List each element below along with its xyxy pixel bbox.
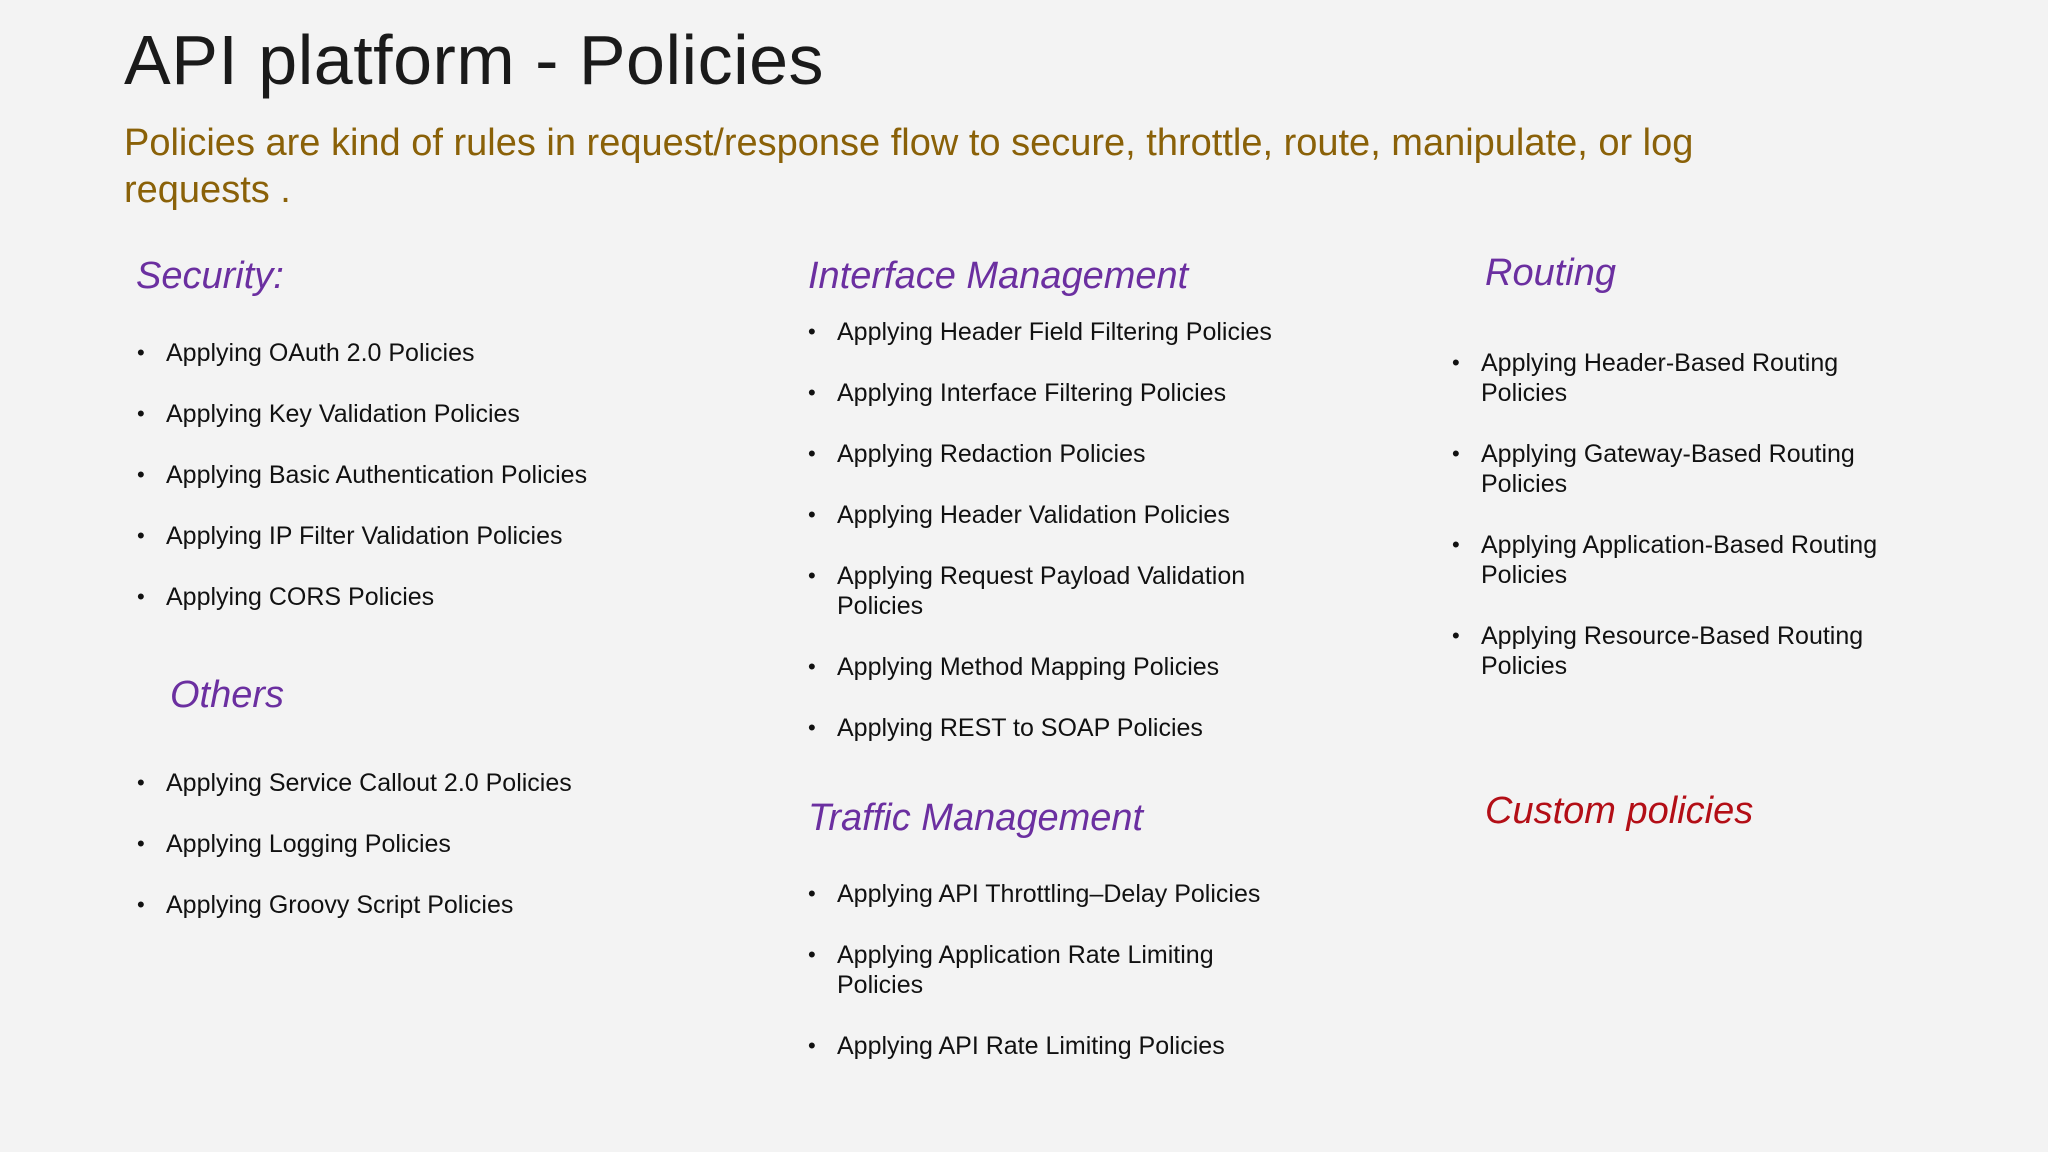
list-item: • Applying API Throttling–Delay Policies xyxy=(808,879,1288,909)
slide-title: API platform - Policies xyxy=(124,21,825,99)
list-item: • Applying Redaction Policies xyxy=(808,439,1288,469)
list-item: • Applying Resource-Based Routing Policies xyxy=(1452,621,1912,681)
security-heading: Security: xyxy=(136,255,284,297)
others-heading: Others xyxy=(170,674,285,716)
list-item: • Applying IP Filter Validation Policies xyxy=(137,521,697,551)
routing-heading: Routing xyxy=(1485,252,1616,294)
security-list xyxy=(137,338,697,643)
list-item: • Applying Method Mapping Policies xyxy=(808,652,1288,682)
list-item: • Applying Application Rate Limiting Policies xyxy=(808,940,1288,1000)
list-item: • Applying CORS Policies xyxy=(137,582,697,612)
list-item: • Applying Header Validation Policies xyxy=(808,500,1288,530)
interface-management-heading: Interface Management xyxy=(808,255,1189,297)
slide-subtitle: Policies are kind of rules in request/response flow to secure, throttle, route, manipulate, or log requests . xyxy=(124,122,1694,211)
list-item: • Applying Service Callout 2.0 Policies xyxy=(137,768,697,798)
list-item: • Applying Key Validation Policies xyxy=(137,399,697,429)
list-item: • Applying Groovy Script Policies xyxy=(137,890,697,920)
list-item: • Applying Request Payload Validation Policies xyxy=(808,561,1288,621)
list-item: • Applying REST to SOAP Policies xyxy=(808,713,1288,743)
list-item: • Applying Interface Filtering Policies xyxy=(808,378,1288,408)
list-item: • Applying Gateway-Based Routing Policies xyxy=(1452,439,1912,499)
list-item: • Applying API Rate Limiting Policies xyxy=(808,1031,1288,1061)
list-item: • Applying Header-Based Routing Policies xyxy=(1452,348,1912,408)
list-item: • Applying Logging Policies xyxy=(137,829,697,859)
list-item: • Applying Header Field Filtering Policies xyxy=(808,317,1288,347)
traffic-management-heading: Traffic Management xyxy=(808,797,1144,839)
list-item: • Applying Application-Based Routing Policies xyxy=(1452,530,1912,590)
interface-management-list xyxy=(808,317,1288,774)
custom-policies-heading: Custom policies xyxy=(1485,790,1754,832)
routing-list xyxy=(1452,348,1912,712)
list-item: • Applying OAuth 2.0 Policies xyxy=(137,338,697,368)
list-item: • Applying Basic Authentication Policies xyxy=(137,460,697,490)
others-list xyxy=(137,768,697,951)
traffic-management-list xyxy=(808,879,1288,1092)
